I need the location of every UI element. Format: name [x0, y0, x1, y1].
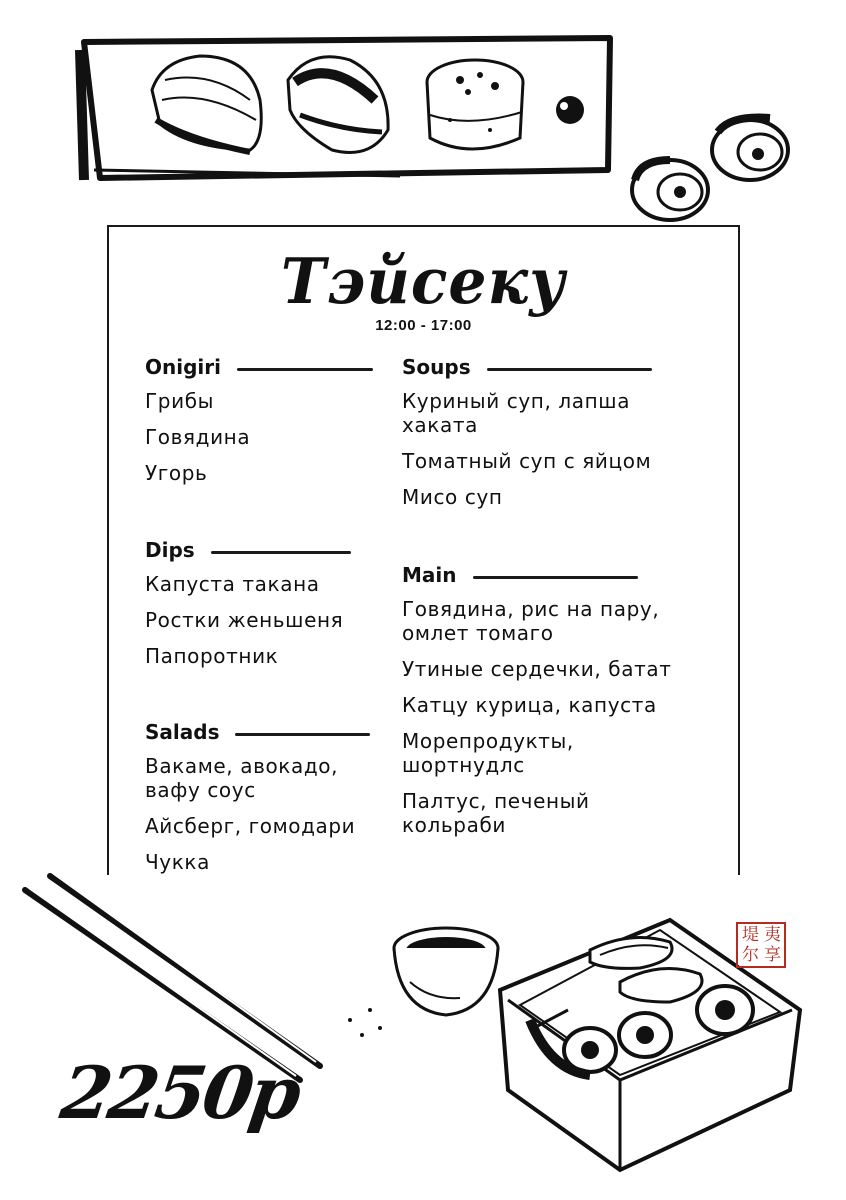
nigiri-tuna-icon: [288, 57, 388, 153]
section-title: Main: [402, 563, 457, 587]
menu-item: Капуста такана: [145, 572, 320, 596]
menu-card: [107, 225, 740, 875]
section-divider: [487, 368, 652, 371]
menu-item: Чукка: [145, 850, 210, 874]
price-label: 2250р: [56, 1050, 304, 1135]
item-list: [145, 754, 405, 874]
menu-item: Мисо суп: [402, 485, 503, 509]
sushi-top-illustration: [70, 20, 840, 240]
menu-item: Ростки женьшеня: [145, 608, 344, 632]
section-divider: [237, 368, 373, 371]
seal-char: 享: [764, 945, 781, 965]
seal-char: 尔: [742, 945, 759, 965]
section-onigiri: [145, 355, 385, 497]
seal-char: 堤: [742, 925, 759, 945]
section-dips: [145, 538, 385, 680]
item-list: [402, 597, 722, 837]
bottom-illustration: [20, 870, 820, 1190]
menu-item: Папоротник: [145, 644, 279, 668]
nigiri-salmon-icon: [152, 56, 261, 152]
section-title: Soups: [402, 355, 471, 379]
menu-item: Томатный суп с яйцом: [402, 449, 652, 473]
menu-item: Вакаме, авокадо, вафу соус: [145, 754, 339, 802]
menu-item: Айсберг, гомодари: [145, 814, 356, 838]
menu-item: Утиные сердечки, батат: [402, 657, 672, 681]
item-list: [145, 572, 385, 668]
section-divider: [211, 551, 351, 554]
menu-item: Морепродукты, шортнудлс: [402, 729, 574, 777]
menu-item: Грибы: [145, 389, 215, 413]
section-main: [402, 563, 722, 849]
menu-item: Угорь: [145, 461, 208, 485]
menu-item: Говядина: [145, 425, 251, 449]
menu-item: Палтус, печеный кольраби: [402, 789, 590, 837]
item-list: [402, 389, 722, 509]
menu-item: Говядина, рис на пару, омлет томаго: [402, 597, 660, 645]
menu-title: Тэйсеку: [280, 245, 567, 319]
maki-roll-icon: [632, 118, 788, 220]
seal-char: 夷: [764, 925, 781, 945]
section-title: Dips: [145, 538, 195, 562]
section-soups: [402, 355, 722, 521]
section-divider: [235, 733, 370, 736]
menu-item: Куриный суп, лапша хаката: [402, 389, 631, 437]
section-title: Onigiri: [145, 355, 221, 379]
gunkan-icon: [427, 60, 523, 149]
menu-item: Катцу курица, капуста: [402, 693, 657, 717]
item-list: [145, 389, 385, 485]
section-salads: [145, 720, 405, 886]
menu-hours: 12:00 - 17:00: [375, 317, 472, 334]
seal-stamp: [736, 922, 786, 968]
soy-sauce-bowl-icon: [348, 928, 498, 1037]
section-title: Salads: [145, 720, 220, 744]
section-divider: [473, 576, 638, 579]
